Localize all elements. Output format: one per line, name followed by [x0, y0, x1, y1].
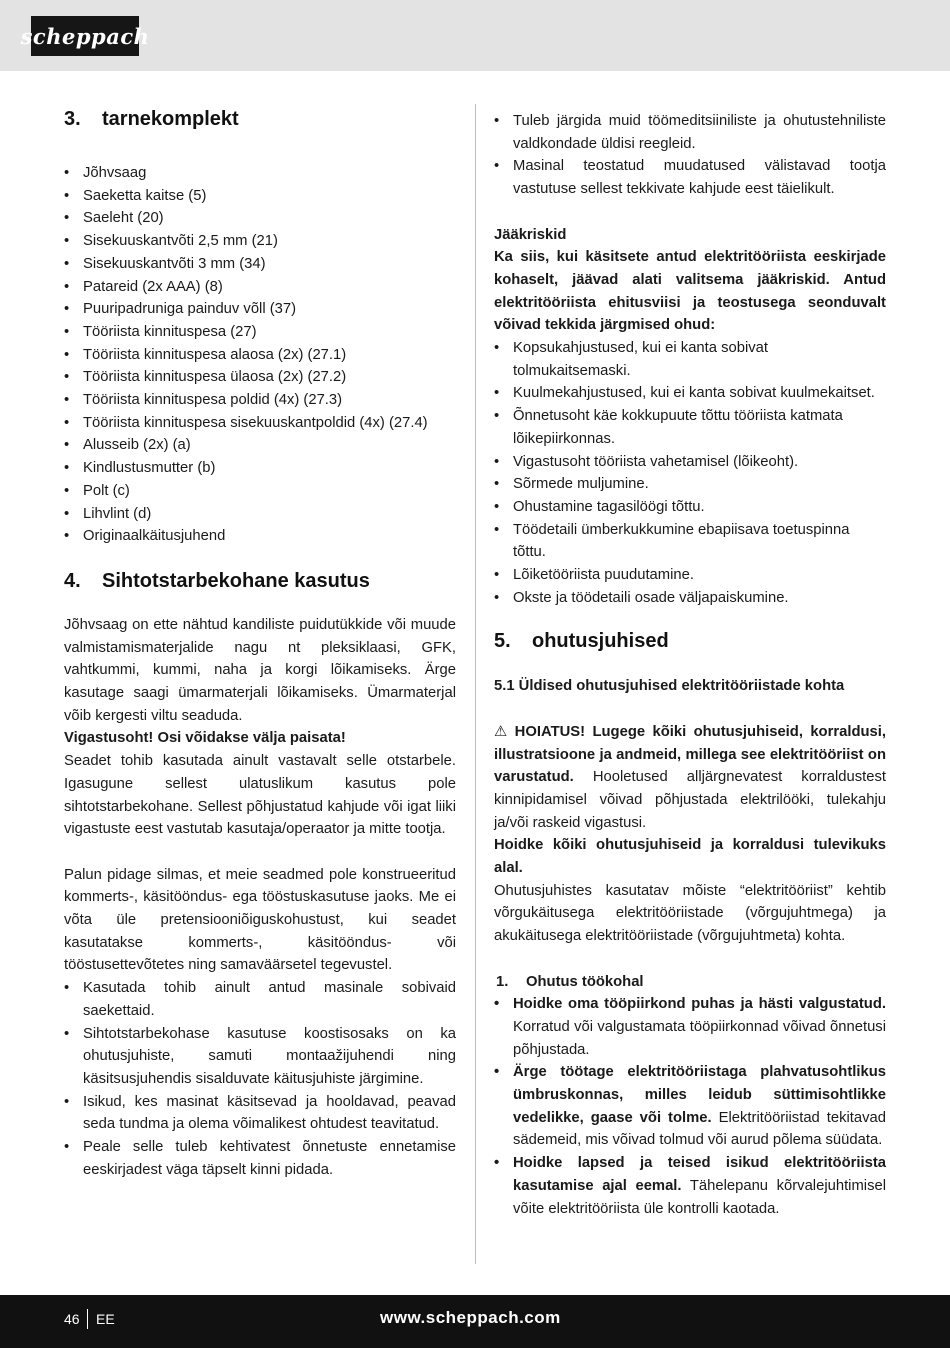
list-item: • Tuleb järgida muid töömeditsiiniliste ja ohutustehniliste valdkondade üldisi reegleid.: [494, 110, 886, 155]
list-item: • Töödetaili ümberkukkumine ebapiisava toetuspinna tõttu.: [494, 519, 886, 564]
keep-instructions-note: Hoidke kõiki ohutusjuhiseid ja korraldusi tulevikuks alal.: [494, 837, 886, 877]
list-item: • Tööriista kinnituspesa alaosa (2x) (27.1): [64, 344, 456, 367]
list-item: • Kuulmekahjustused, kui ei kanta sobivat kuulmekaitset.: [494, 382, 886, 405]
page-header: [0, 0, 950, 71]
footer-separator: [87, 1309, 88, 1329]
warning-triangle-icon: ⚠: [494, 723, 508, 740]
list-item: [494, 993, 886, 1061]
item-bold: Hoidke oma tööpiirkond puhas ja hästi valgustatud.: [513, 996, 886, 1013]
residual-risks-heading: Jääkriskid: [494, 226, 567, 243]
safety-warning-paragraph: [494, 721, 886, 835]
subsection-5-1-heading: 5.1 Üldised ohutusjuhised elektritööriistade kohta: [494, 678, 845, 695]
residual-risks-intro: Ka siis, kui käsitsete antud elektritööriista eeskirjade kohaselt, jäävad alati valitsema jääkriskid. Antud elektritööriista ehitusviisi ja teostusega seonduvalt võivad tekkida järgmised ohud:: [494, 249, 886, 334]
list-item: • Õnnetusoht käe kokkupuute tõttu tööriista katmata lõikepiirkonnas.: [494, 405, 886, 450]
general-rules-list: [494, 110, 886, 201]
website-url: www.scheppach.com: [380, 1308, 561, 1327]
commercial-use-paragraph: Palun pidage silmas, et meie seadmed pole konstrueeritud kommerts-, käsitööndus- ega tööstuskasutuse jaoks. Me ei võta üle pretensiooniõiguskohustust, kui seadet kasutatakse kommerts-, käsitööndus- või tööstusettevõtetes ning samaväärsetel tegevustel.: [64, 866, 456, 974]
workplace-safety-heading: [494, 971, 886, 994]
list-item: • Isikud, kes masinat käsitsevad ja hooldavad, peavad seda tundma ja olema võimalikest ohtudest teavitatud.: [64, 1091, 456, 1136]
language-code: EE: [96, 1311, 115, 1327]
section-3-heading: [64, 107, 456, 131]
list-item: • Masinal teostatud muudatused välistavad tootja vastutuse sellest tekkivate kahjude eest täielikult.: [494, 155, 886, 200]
section-5-heading: [494, 629, 886, 653]
residual-risks-list: [494, 337, 886, 609]
list-item: • Kindlustusmutter (b): [64, 457, 456, 480]
list-item: • Tööriista kinnituspesa (27): [64, 321, 456, 344]
list-item: • Lihvlint (d): [64, 503, 456, 526]
section-4-title: Sihtotstarbekohane kasutus: [102, 569, 370, 592]
usage-paragraph: Seadet tohib kasutada ainult vastavalt selle otstarbele. Igasugune sellest ulatuslikum kasutus pole sihtotstarbekohane. Sellest põhjustatud kahjude või igat liiki vigastuste eest vastutab kasutaja/operaator ja mitte tootja.: [64, 753, 456, 838]
page-number: 46: [64, 1311, 80, 1327]
delivery-list: [64, 162, 456, 548]
list-item: • Sisekuuskantvõti 3 mm (34): [64, 253, 456, 276]
list-item: • Saeleht (20): [64, 207, 456, 230]
item-text: Korratud või valgustamata tööpiirkonnad võivad õnnetusi põhjustada.: [513, 1018, 886, 1058]
injury-warning: Vigastusoht! Osi võidakse välja paisata!: [64, 730, 346, 747]
list-item: • Polt (c): [64, 480, 456, 503]
list-item: • Tööriista kinnituspesa poldid (4x) (27.3): [64, 389, 456, 412]
list-item: • Puuripadruniga painduv võll (37): [64, 298, 456, 321]
workplace-safety-number: 1.: [496, 973, 509, 990]
list-item: [494, 1152, 886, 1220]
item-text: Tähelepanu kõrvalejuhtimisel võite elektritööriista üle kontrolli kaotada.: [513, 1177, 886, 1217]
column-divider: [475, 104, 476, 1264]
usage-list: [64, 977, 456, 1181]
list-item: • Patareid (2x AAA) (8): [64, 276, 456, 299]
list-item: [494, 1061, 886, 1152]
page-footer: [0, 1295, 950, 1348]
warning-bold-text: HOIATUS! Lugege kõiki ohutusjuhiseid, korraldusi, illustratsioone ja andmeid, millega see elektritööriist on varustatud.: [494, 723, 886, 786]
item-bold: Hoidke lapsed ja teised isikud elektritööriista kasutamise ajal eemal.: [513, 1155, 886, 1194]
section-5-title: ohutusjuhised: [532, 630, 669, 653]
list-item: • Tööriista kinnituspesa ülaosa (2x) (27.2): [64, 366, 456, 389]
list-item: • Okste ja töödetaili osade väljapaiskumine.: [494, 587, 886, 610]
power-tool-definition: Ohutusjuhistes kasutatav mõiste “elektritööriist” kehtib võrgukäitusega elektritööriistade (võrgujuhtmega) ja akukäitusega elektritööriistade (võrgujuhtmeta) kohta.: [494, 882, 886, 945]
section-5-number: 5.: [494, 630, 511, 653]
section-3-number: 3.: [64, 108, 81, 130]
section-4-heading: [64, 569, 456, 593]
list-item: • Peale selle tuleb kehtivatest õnnetuste ennetamise eeskirjadest väga täpselt kinni pidada.: [64, 1136, 456, 1181]
list-item: • Vigastusoht tööriista vahetamisel (lõikeoht).: [494, 451, 886, 474]
scheppach-logo: scheppach: [31, 16, 139, 56]
list-item: • Sihtotstarbekohase kasutuse koostisosaks on ka ohutusjuhiste, samuti montaažijuhendi ning käsitsusjuhendis sisalduvate käitusjuhiste järgimine.: [64, 1023, 456, 1091]
list-item: • Lõiketööriista puudutamine.: [494, 564, 886, 587]
workplace-safety-title: Ohutus töökohal: [526, 973, 644, 990]
list-item: • Kasutada tohib ainult antud masinale sobivaid saekettaid.: [64, 977, 456, 1022]
right-column: [494, 100, 886, 1220]
list-item: • Sõrmede muljumine.: [494, 473, 886, 496]
left-column: [64, 100, 456, 1182]
item-bold: Ärge töötage elektritööriistaga plahvatusohtlikus ümbruskonnas, milles leidub süttimisohtlikke vedelikke, gaase või tolme.: [513, 1064, 886, 1126]
list-item: • Kopsukahjustused, kui ei kanta sobivat tolmukaitsemaski.: [494, 337, 886, 382]
warning-text: Hooletused alljärgnevatest korraldustest kinnipidamisel võivad põhjustada elektrilööki, tulekahju ja/või raskeid vigastusi.: [494, 769, 886, 831]
list-item: • Saeketta kaitse (5): [64, 185, 456, 208]
workplace-safety-list: [494, 993, 886, 1220]
list-item: • Sisekuuskantvõti 2,5 mm (21): [64, 230, 456, 253]
list-item: • Tööriista kinnituspesa sisekuuskantpoldid (4x) (27.4): [64, 412, 456, 435]
section-4-number: 4.: [64, 569, 81, 592]
item-text: Elektritööriistad tekitavad sädemeid, mis võivad tolmud või aurud põlema süüdata.: [513, 1109, 886, 1149]
list-item: • Originaalkäitusjuhend: [64, 525, 456, 548]
list-item: • Jõhvsaag: [64, 162, 456, 185]
list-item: • Alusseib (2x) (a): [64, 434, 456, 457]
list-item: • Ohustamine tagasilöögi tõttu.: [494, 496, 886, 519]
intended-use-paragraph: Jõhvsaag on ette nähtud kandiliste puidutükkide või muude valmistamismaterjalide nagu nt pleksiklaasi, GFK, vahtkummi, kummi, naha ja korgi lõikamiseks. Ärge kasutage saagi ümarmaterjali lõikamiseks. Ümarmaterjal võib kergesti viltu seaduda.: [64, 616, 456, 724]
section-3-title: tarnekomplekt: [102, 108, 239, 130]
